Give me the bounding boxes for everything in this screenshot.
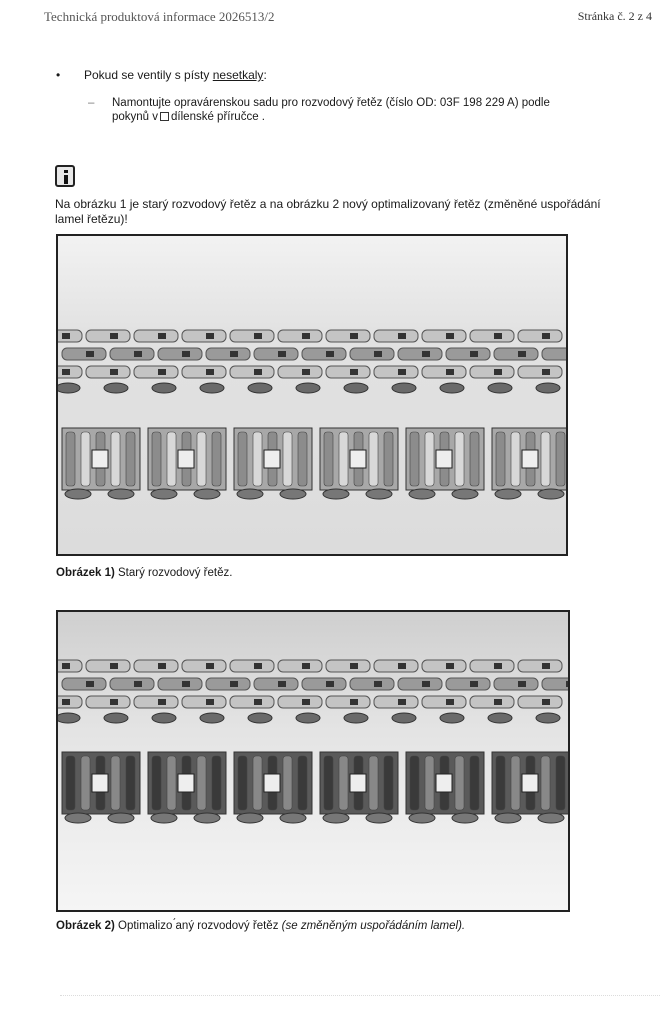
bullet-text-suffix: : [263, 68, 267, 82]
document-title: Technická produktová informace 2026513/2 [44, 9, 275, 24]
figure-2-caption [56, 920, 465, 932]
instruction-line-2a: pokynů v [112, 111, 159, 123]
instruction-line-2 [112, 110, 630, 124]
instruction-item [90, 96, 630, 124]
bullet-text-prefix: Pokud se ventily s písty [84, 68, 213, 82]
figure-1-text: Starý rozvodový řetěz. [118, 567, 233, 579]
figure-1-photo [56, 234, 568, 556]
info-icon [55, 165, 75, 187]
scan-artifact [60, 995, 660, 1006]
figure-2-text: Optimalizo ́aný rozvodový řetěz [118, 920, 279, 932]
figure-2-label: Obrázek 2) [56, 920, 115, 932]
chain-photo-graphic [58, 236, 566, 554]
instruction-line-1: Namontujte opravárenskou sadu pro rozvodový řetěz (číslo OD: 03F 198 229 A) podle [112, 97, 550, 109]
chain-photo-graphic [58, 612, 568, 910]
dash-marker: – [88, 97, 95, 109]
bullet-item [56, 68, 267, 82]
checkbox-glyph-icon [160, 112, 169, 121]
bullet-text-underlined: nesetkaly [212, 68, 264, 82]
bullet-dot: • [56, 68, 61, 82]
figure-2-text-italic: (se změněným uspořádáním lamel). [281, 920, 466, 932]
instruction-line-2b: dílenské příručce . [171, 111, 265, 123]
page-number: Stránka č. 2 z 4 [577, 9, 652, 23]
figure-1-caption [56, 567, 232, 579]
figure-1-label: Obrázek 1) [56, 567, 115, 579]
info-note: Na obrázku 1 je starý rozvodový řetěz a na obrázku 2 nový optimalizovaný řetěz (změněné uspořádání lamel řetězu)! [55, 197, 601, 226]
figure-2-photo [56, 610, 570, 912]
